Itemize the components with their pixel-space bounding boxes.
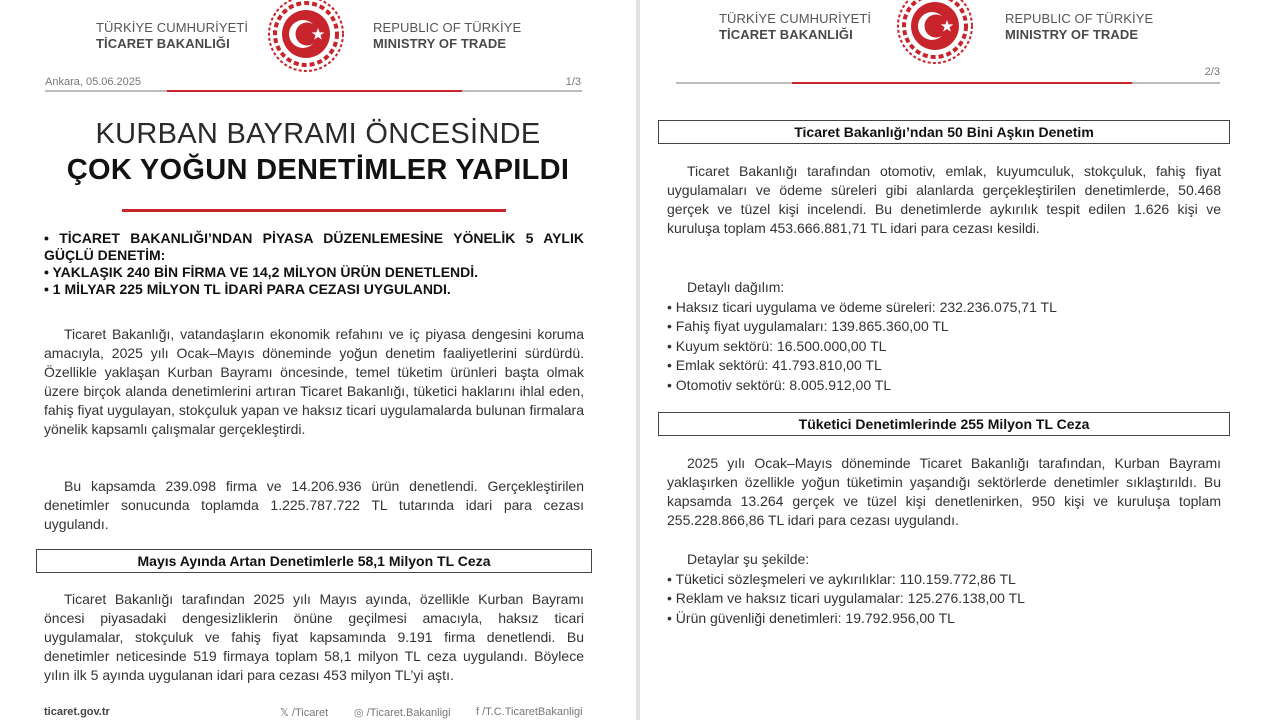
title-underline <box>122 209 506 212</box>
section-heading-audits: Ticaret Bakanlığı’ndan 50 Bini Aşkın Denetim <box>658 120 1230 144</box>
org-en-line2: MINISTRY OF TRADE <box>373 36 507 51</box>
breakdown-list-item: • Otomotiv sektörü: 8.005.912,00 TL <box>667 376 892 393</box>
breakdown-list <box>667 278 1221 395</box>
body-paragraph-2: 2025 yılı Ocak–Mayıs döneminde Ticaret Bakanlığı tarafından, Kurban Bayramı yaklaşırken özellikle yoğun tüketimin yaşandığı sektörlerde denetimler sıklaştırıldı. Bu kapsamda 13.264 gerçek ve tüzel kişi denetlenirken, 950 kişi ve kuruluşa toplam 255.228.866,86 TL idari para cezası uygulandı. <box>667 455 1221 528</box>
page-footer <box>44 706 586 720</box>
highlight-bullet: • TİCARET BAKANLIĞI’NDAN PİYASA DÜZENLEMESİNE YÖNELİK 5 AYLIK GÜÇLÜ DENETİM: <box>44 230 584 263</box>
org-tr-line1: TÜRKİYE CUMHURİYETİ <box>96 20 249 35</box>
highlight-bullets <box>44 230 584 298</box>
org-en-line1: REPUBLIC OF TÜRKİYE <box>373 20 522 35</box>
ministry-seal-logo <box>895 0 975 66</box>
org-tr-line2: TİCARET BAKANLIĞI <box>719 27 853 42</box>
breakdown-list-item: • Haksız ticari uygulama ve ödeme süreleri: 232.236.075,71 TL <box>667 298 1057 315</box>
body-paragraph-1: Ticaret Bakanlığı, vatandaşların ekonomik refahını ve iç piyasa dengesini koruma amacıyla, 2025 yılı Ocak–Mayıs döneminde yoğun denetim faaliyetlerini sürdürdü. Özellikle yaklaşan Kurban Bayramı öncesinde, temel tüketim ürünleri başta olmak üzere birçok alanda denetimlerini artıran Ticaret Bakanlığı, tüketici haklarını ihlal eden, fahiş fiyat uygulayan, stokçuluk yapan ve haksız ticari uygulamalarda bulunan firmalara yönelik kapsamlı çalışmalar gerçekleştirdi. <box>44 326 584 437</box>
consumer-details-intro: Detaylar şu şekilde: <box>687 551 810 567</box>
page-header <box>640 0 1280 72</box>
document-page-1 <box>0 0 636 720</box>
breakdown-list-item: • Fahiş fiyat uygulamaları: 139.865.360,00 TL <box>667 318 949 334</box>
page-number: 2/3 <box>1204 66 1220 78</box>
header-rule-accent <box>792 82 1132 84</box>
instagram-account-link[interactable]: ◎ /Ticaret.Bakanligi <box>354 707 451 719</box>
org-en-line1: REPUBLIC OF TÜRKİYE <box>1005 11 1154 26</box>
consumer-details-item: • Ürün güvenliği denetimleri: 19.792.956,00 TL <box>667 609 955 626</box>
consumer-details-list <box>667 550 1221 628</box>
body-paragraph-2: Bu kapsamda 239.098 firma ve 14.206.936 ürün denetlendi. Gerçekleştirilen denetimler sonucunda toplamda 1.225.787.722 TL tutarında idari para cezası uygulandı. <box>44 478 584 532</box>
meta-row <box>680 66 1220 82</box>
body-paragraph-3: Ticaret Bakanlığı tarafından 2025 yılı Mayıs ayında, özellikle Kurban Bayramı öncesi piyasadaki dengesizliklerin önüne geçilmesi amacıyla, haksız ticari uygulamalar, stokçuluk ve fahiş fiyat kapsamında 9.191 firma denetlendi. Bu denetimler neticesinde 519 firmaya toplam 58,1 milyon TL ceza uygulandı. Böylece yılın ilk 5 ayında uygulanan idari para cezası 453 milyon TL’yi aştı. <box>44 591 584 683</box>
body-paragraph-1: Ticaret Bakanlığı tarafından otomotiv, emlak, kuyumculuk, stokçuluk, fahiş fiyat uygulamaları ve ödeme süreleri gibi alanlarda gerçekleştirilen denetimlerde, 50.468 gerçek ve tüzel kişi incelendi. Bu denetimlerde aykırılık tespit edilen 1.626 kişi ve kuruluşa toplam 453.666.881,71 TL idari para cezası kesildi. <box>667 163 1221 236</box>
website-link[interactable]: ticaret.gov.tr <box>44 706 110 718</box>
section-heading-may: Mayıs Ayında Artan Denetimlerle 58,1 Milyon TL Ceza <box>36 549 592 573</box>
org-name-tr <box>96 20 248 52</box>
breakdown-list-item: • Kuyum sektörü: 16.500.000,00 TL <box>667 337 887 354</box>
consumer-details-item: • Tüketici sözleşmeleri ve aykırılıklar: 110.159.772,86 TL <box>667 570 1016 587</box>
section-heading-consumer: Tüketici Denetimlerinde 255 Milyon TL Ceza <box>658 412 1230 436</box>
release-date: Ankara, 05.06.2025 <box>45 76 142 88</box>
title-line-1: KURBAN BAYRAMI ÖNCESİNDE <box>95 118 541 150</box>
breakdown-list-intro: Detaylı dağılım: <box>687 279 785 295</box>
org-name-tr <box>719 11 871 43</box>
x-account-link[interactable]: 𝕏 /Ticaret <box>280 707 329 719</box>
org-tr-line2: TİCARET BAKANLIĞI <box>96 36 230 51</box>
title-line-2: ÇOK YOĞUN DENETİMLER YAPILDI <box>66 154 570 186</box>
highlight-bullet: • YAKLAŞIK 240 BİN FİRMA VE 14,2 MİLYON ÜRÜN DENETLENDİ. <box>44 264 479 280</box>
highlight-bullet: • 1 MİLYAR 225 MİLYON TL İDARİ PARA CEZASI UYGULANDI. <box>44 281 451 297</box>
header-rule <box>45 90 582 92</box>
document-page-2 <box>640 0 1280 720</box>
ministry-seal-logo <box>266 0 346 74</box>
page-number: 1/3 <box>565 76 581 88</box>
org-name-en <box>373 20 521 52</box>
facebook-account-link[interactable]: f /T.C.TicaretBakanligi <box>476 706 583 718</box>
org-en-line2: MINISTRY OF TRADE <box>1005 27 1139 42</box>
org-name-en <box>1005 11 1153 43</box>
org-tr-line1: TÜRKİYE CUMHURİYETİ <box>719 11 872 26</box>
consumer-details-item: • Reklam ve haksız ticari uygulamalar: 125.276.138,00 TL <box>667 590 1025 606</box>
header-rule-accent <box>167 90 462 92</box>
breakdown-list-item: • Emlak sektörü: 41.793.810,00 TL <box>667 357 882 373</box>
header-rule <box>676 82 1220 84</box>
page-header <box>0 0 636 72</box>
